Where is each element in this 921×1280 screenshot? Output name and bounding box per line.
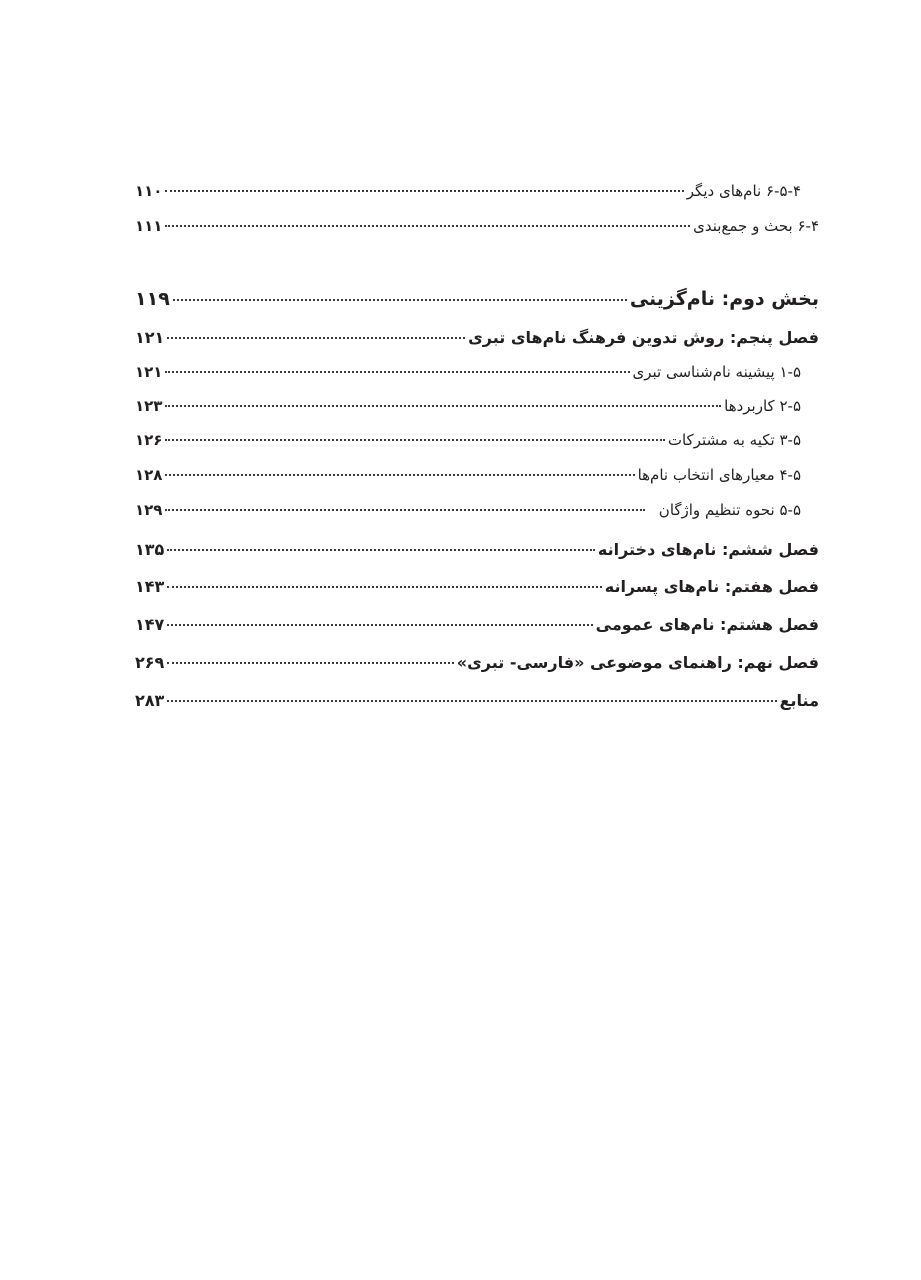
- toc-entry-page: ۱۳۵: [135, 540, 165, 559]
- toc-chapter-heading[interactable]: [135, 540, 819, 559]
- toc-entry-page: ۱۲۱: [135, 328, 165, 347]
- toc-entry-page: ۱۴۷: [135, 615, 165, 634]
- dot-leader: [173, 299, 627, 301]
- dot-leader: [165, 405, 721, 407]
- toc-entry[interactable]: [135, 363, 819, 381]
- toc-entry-page: ۱۱۹: [135, 288, 170, 310]
- dot-leader: [167, 337, 465, 339]
- toc-entry-title: ۴-۵ معیارهای انتخاب نام‌ها: [637, 466, 801, 484]
- toc-entry[interactable]: [135, 466, 819, 484]
- dot-leader: [167, 662, 453, 664]
- toc-entry-page: ۱۱۰: [135, 182, 163, 200]
- dot-leader: [165, 225, 690, 227]
- dot-leader: [165, 371, 629, 373]
- toc-entry-title: فصل هفتم: نام‌های پسرانه: [604, 577, 819, 596]
- toc-entry[interactable]: [135, 217, 819, 235]
- dot-leader: [167, 700, 776, 702]
- toc-part-heading[interactable]: [135, 288, 819, 310]
- toc-entry-title: بخش دوم: نام‌گزینی: [629, 288, 819, 310]
- toc-entry-title: ۶-۴ بحث و جمع‌بندی: [693, 217, 819, 235]
- dot-leader: [167, 624, 592, 626]
- toc-chapter-heading[interactable]: [135, 577, 819, 596]
- toc-entry-title: فصل ششم: نام‌های دخترانه: [597, 540, 819, 559]
- toc-entry-title: فصل هشتم: نام‌های عمومی: [595, 615, 819, 634]
- toc-entry-page: ۱۲۸: [135, 466, 163, 484]
- table-of-contents: [135, 0, 819, 1280]
- toc-entry-title: ۵-۵ نحوه تنظیم واژگان: [658, 501, 801, 519]
- toc-entry-page: ۱۲۳: [135, 397, 163, 415]
- dot-leader: [165, 509, 644, 511]
- toc-entry-page: ۲۶۹: [135, 653, 165, 672]
- toc-entry-page: ۱۲۱: [135, 363, 163, 381]
- toc-chapter-heading[interactable]: [135, 615, 819, 634]
- toc-entry[interactable]: [135, 397, 819, 415]
- dot-leader: [167, 586, 601, 588]
- toc-entry-page: ۱۲۶: [135, 431, 163, 449]
- toc-entry-page: ۲۸۳: [135, 691, 165, 710]
- toc-entry-title: ۲-۵ کاربردها: [724, 397, 801, 415]
- toc-entry-title: ۳-۵ تکیه به مشترکات: [667, 431, 801, 449]
- dot-leader: [165, 439, 664, 441]
- toc-chapter-heading[interactable]: [135, 328, 819, 347]
- toc-entry[interactable]: [135, 431, 819, 449]
- dot-leader: [165, 190, 683, 192]
- toc-entry[interactable]: [135, 501, 819, 519]
- dot-leader: [165, 474, 634, 476]
- toc-entry-title: فصل پنجم: روش تدوین فرهنگ نام‌های تبری: [468, 328, 819, 347]
- toc-chapter-heading[interactable]: [135, 691, 819, 710]
- toc-chapter-heading[interactable]: [135, 653, 819, 672]
- toc-entry-title: ۱-۵ پیشینه نام‌شناسی تبری: [632, 363, 801, 381]
- toc-entry-title: ۶-۵-۴ نام‌های دیگر: [686, 182, 801, 200]
- toc-entry-page: ۱۱۱: [135, 217, 163, 235]
- toc-entry[interactable]: [135, 182, 819, 200]
- toc-entry-page: ۱۴۳: [135, 577, 165, 596]
- toc-entry-title: فصل نهم: راهنمای موضوعی «فارسی- تبری»: [456, 653, 819, 672]
- dot-leader: [167, 549, 595, 551]
- toc-entry-title: منابع: [779, 691, 819, 710]
- toc-entry-page: ۱۲۹: [135, 501, 163, 519]
